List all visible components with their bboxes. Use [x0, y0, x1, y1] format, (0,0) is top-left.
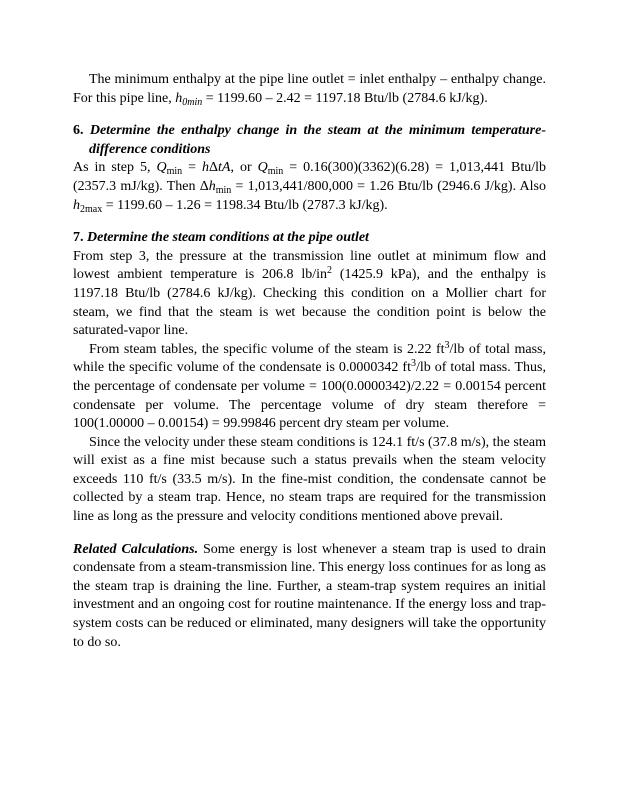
step-7-paragraph-3: Since the velocity under these steam conditions is 124.1 ft/s (37.8 m/s), the steam will exist as a fine mist because such a status prevails when the steam velocity exceeds 110 ft/s (33.5 m/s). In the fine-mist condition, the condensate cannot be collected by a steam trap. Hence, no steam traps are required for the transmission line as long as the pressure and velocity conditions mentioned above prevail.	[73, 434, 546, 525]
paragraph-min-enthalpy: The minimum enthalpy at the pipe line outlet = inlet enthalpy – enthalpy change. For this pipe line, $h_{0min} = 1199.60 - 2.42 = 1197.18$ Btu/lb (2784.6 kJ/kg).	[73, 72, 546, 108]
step-6-body: As in step 5, $Q_{min} = h\Delta tA$, or $Q_{min} = 0.16(300)(3362)(6.28) = 1,013,441$ Btu/lb (2357.3 mJ/kg). Then $\Delta h_{min} = 1,013,441/800,000 = 1.26$ Btu/lb (2946.6 J/kg). Also $h_{2max} = 1199.60 - 1.26 = 1198.34$ Btu/lb (2787.3 kJ/kg).	[73, 160, 546, 215]
step-6-heading: 6. Determine the enthalpy change in the steam at the minimum temperature-difference conditions	[73, 123, 546, 157]
related-calculations: Related Calculations. Some energy is lost whenever a steam trap is used to drain condensate from a steam-transmission line. This energy loss continues for as long as the steam trap is draining the line. Further, a steam-trap system requires an initial investment and an ongoing cost for routine maintenance. If the energy loss and trap-system costs can be reduced or eliminated, many designers will take the opportunity to do so.	[73, 541, 546, 650]
step-7-heading: 7. Determine the steam conditions at the pipe outlet	[73, 230, 369, 246]
document-page	[73, 71, 546, 652]
step-7-paragraph-2: From steam tables, the specific volume of the steam is 2.22 $ft^3/lb$ of total mass, while the specific volume of the condensate is 0.0000342 $ft^3/lb$ of total mass. Thus, the percentage of condensate per volume = 100(0.0000342)/2.22 = 0.00154 percent condensate per volume. The percentage volume of dry steam therefore = 100(1.00000 – 0.00154) = 99.99846 percent dry steam per volume.	[73, 339, 546, 432]
step-7-paragraph-1: From step 3, the pressure at the transmission line outlet at minimum flow and lowest ambient temperature is 206.8 $lb/in^2$ (1425.9 kPa), and the enthalpy is 1197.18 Btu/lb (2784.6 kJ/kg). Checking this condition on a Mollier chart for steam, we find that the steam is wet because the condition point is below the saturated-vapor line.	[73, 248, 547, 339]
